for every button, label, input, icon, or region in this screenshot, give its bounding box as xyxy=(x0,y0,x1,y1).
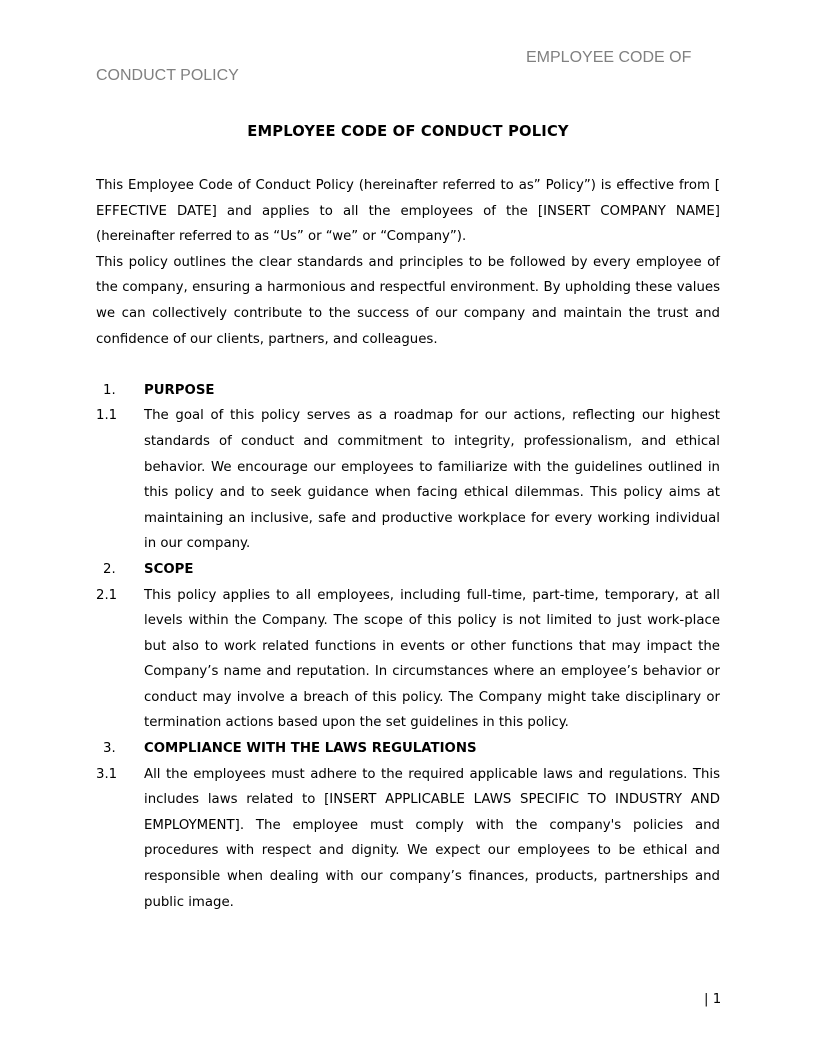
intro-paragraph-effective: This Employee Code of Conduct Policy (hereinafter referred to as” Policy”) is effective from [ EFFECTIVE DATE] and applies to all the employees of the [INSERT COMPANY NAME] (hereinafter referred to as “Us” or “we” or “Company”). xyxy=(96,178,720,245)
section-heading-compliance xyxy=(96,736,720,762)
clause-text: The goal of this policy serves as a roadmap for our actions, reflecting our highest standards of conduct and commitment to integrity, professionalism, and ethical behavior. We encourage our employees to familiarize with the guidelines outlined in this policy and to seek guidance when facing ethical dilemmas. This policy aims at maintaining an inclusive, safe and productive workplace for every working individual in our company. xyxy=(144,408,720,552)
document-body xyxy=(96,173,720,915)
section-title: COMPLIANCE WITH THE LAWS REGULATIONS xyxy=(144,741,477,757)
section-title: SCOPE xyxy=(144,561,194,577)
clause-number: 3.1 xyxy=(96,766,118,782)
header-title-line-1: EMPLOYEE CODE OF xyxy=(526,49,692,66)
clause-3-1 xyxy=(96,762,720,916)
section-title: PURPOSE xyxy=(144,382,215,398)
intro-paragraph-outline: This policy outlines the clear standards and principles to be followed by every employee of the company, ensuring a harmonious and respectful environment. By upholding these values we can collectively contribute to the success of our company and maintain the trust and confidence of our clients, partners, and colleagues. xyxy=(96,254,720,347)
document-title: EMPLOYEE CODE OF CONDUCT POLICY xyxy=(247,123,569,140)
paragraph-spacer xyxy=(96,352,720,378)
section-number: 3. xyxy=(103,741,116,757)
section-number: 2. xyxy=(103,561,116,577)
header-title-line-2: CONDUCT POLICY xyxy=(96,67,239,84)
clause-number: 2.1 xyxy=(96,587,118,603)
clause-text: This policy applies to all employees, including full-time, part-time, temporary, at all levels within the Company. The scope of this policy is not limited to just work-place but also to work related functions in events or other functions that may impact the Company’s name and reputation. In circumstances where an employee’s behavior or conduct may involve a breach of this policy. The Company might take disciplinary or termination actions based upon the set guidelines in this policy. xyxy=(144,587,720,731)
clause-text: All the employees must adhere to the required applicable laws and regulations. This includes laws related to [INSERT APPLICABLE LAWS SPECIFIC TO INDUSTRY AND EMPLOYMENT]. The employee must comply with the company's policies and procedures with respect and dignity. We expect our employees to be ethical and responsible when dealing with our company’s finances, products, partnerships and public image. xyxy=(144,766,720,910)
clause-1-1 xyxy=(96,403,720,557)
section-heading-scope xyxy=(96,557,720,583)
section-heading-purpose xyxy=(96,378,720,404)
clause-number: 1.1 xyxy=(96,408,118,424)
clause-2-1 xyxy=(96,583,720,737)
page-number: | 1 xyxy=(704,992,722,1007)
section-number: 1. xyxy=(103,382,116,398)
